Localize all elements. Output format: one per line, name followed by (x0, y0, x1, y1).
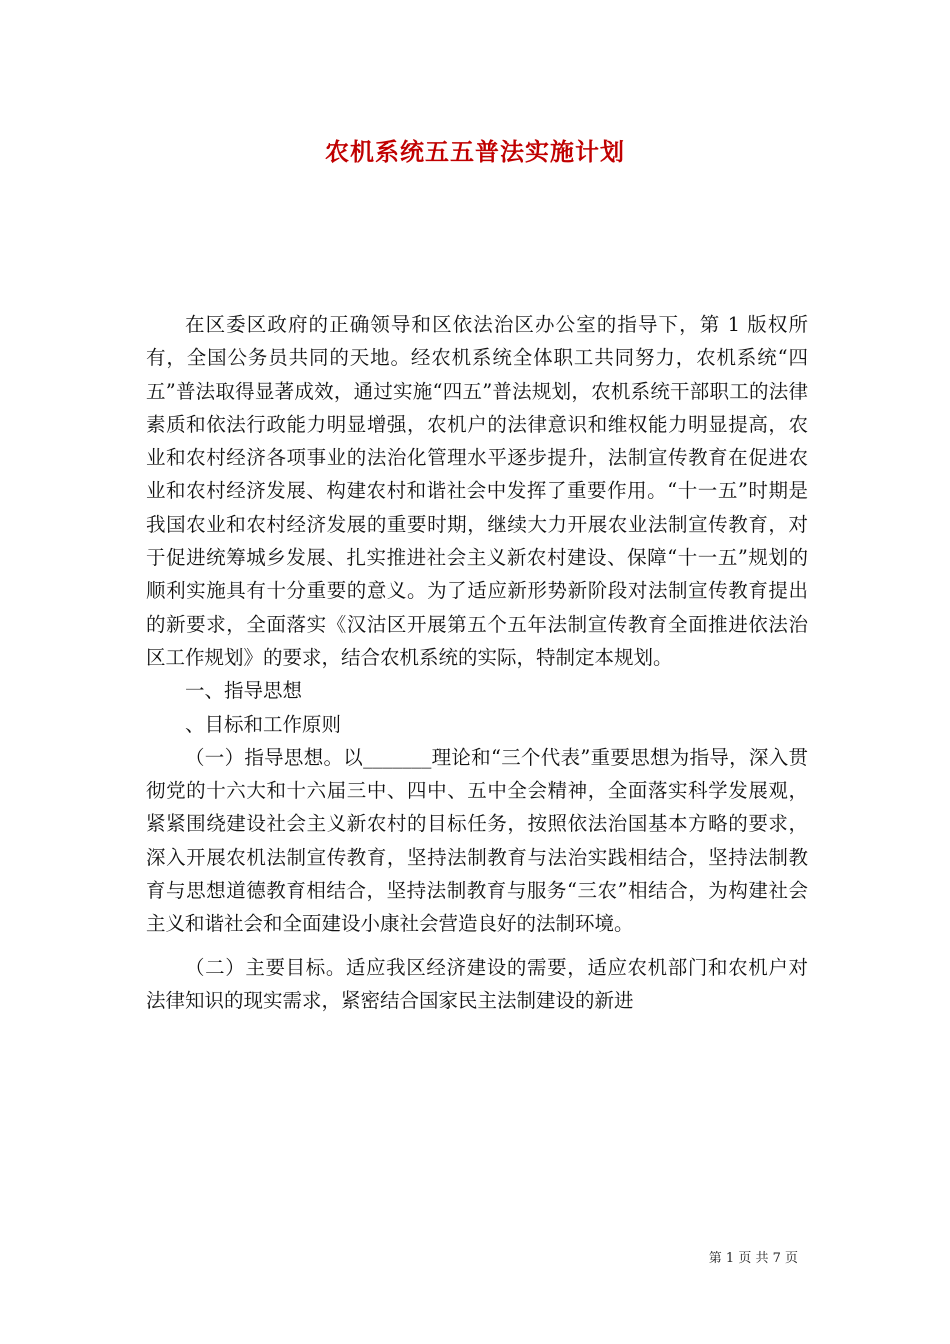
paragraph-guiding-ideology: （一）指导思想。以_______理论和“三个代表”重要思想为指导，深入贯彻党的十六大和十六届三中、四中、五中全会精神，全面落实科学发展观，紧紧围绕建设社会主义新农村的目标任务，按照依法治国基本方略的要求，深入开展农机法制宣传教育，坚持法制教育与法治实践相结合，坚持法制教育与思想道德教育相结合，坚持法制教育与服务“三农”相结合，为构建社会主义和谐社会和全面建设小康社会营造良好的法制环境。 (146, 745, 808, 936)
paragraph-main-goals: （二）主要目标。适应我区经济建设的需要，适应农机部门和农机户对法律知识的现实需求，紧密结合国家民主法制建设的新进 (146, 955, 808, 1012)
paragraph-intro: 在区委区政府的正确领导和区依法治区办公室的指导下，第 1 版权所有，全国公务员共同的天地。经农机系统全体职工共同努力，农机系统“四五”普法取得显著成效，通过实施“四五”普法规划，农机系统干部职工的法律素质和依法行政能力明显增强，农机户的法律意识和维权能力明显提高，农业和农村经济各项事业的法治化管理水平逐步提升，法制宣传教育在促进农业和农村经济发展、构建农村和谐社会中发挥了重要作用。“十一五”时期是我国农业和农村经济发展的重要时期，继续大力开展农业法制宣传教育，对于促进统筹城乡发展、扎实推进社会主义新农村建设、保障“十一五”规划的顺利实施具有十分重要的意义。为了适应新形势新阶段对法制宣传教育提出的新要求，全面落实《汉沽区开展第五个五年法制宣传教育全面推进依法治区工作规划》的要求，结合农机系统的实际，特制定本规划。 (146, 313, 808, 669)
section-heading-guiding-ideology: 一、指导思想 (185, 679, 303, 703)
document-title: 农机系统五五普法实施计划 (325, 137, 625, 166)
section-heading-goals-principles: 、目标和工作原则 (185, 712, 342, 736)
page-number: 第 1 页 共 7 页 (708, 1251, 798, 1266)
document-body (146, 308, 808, 1017)
